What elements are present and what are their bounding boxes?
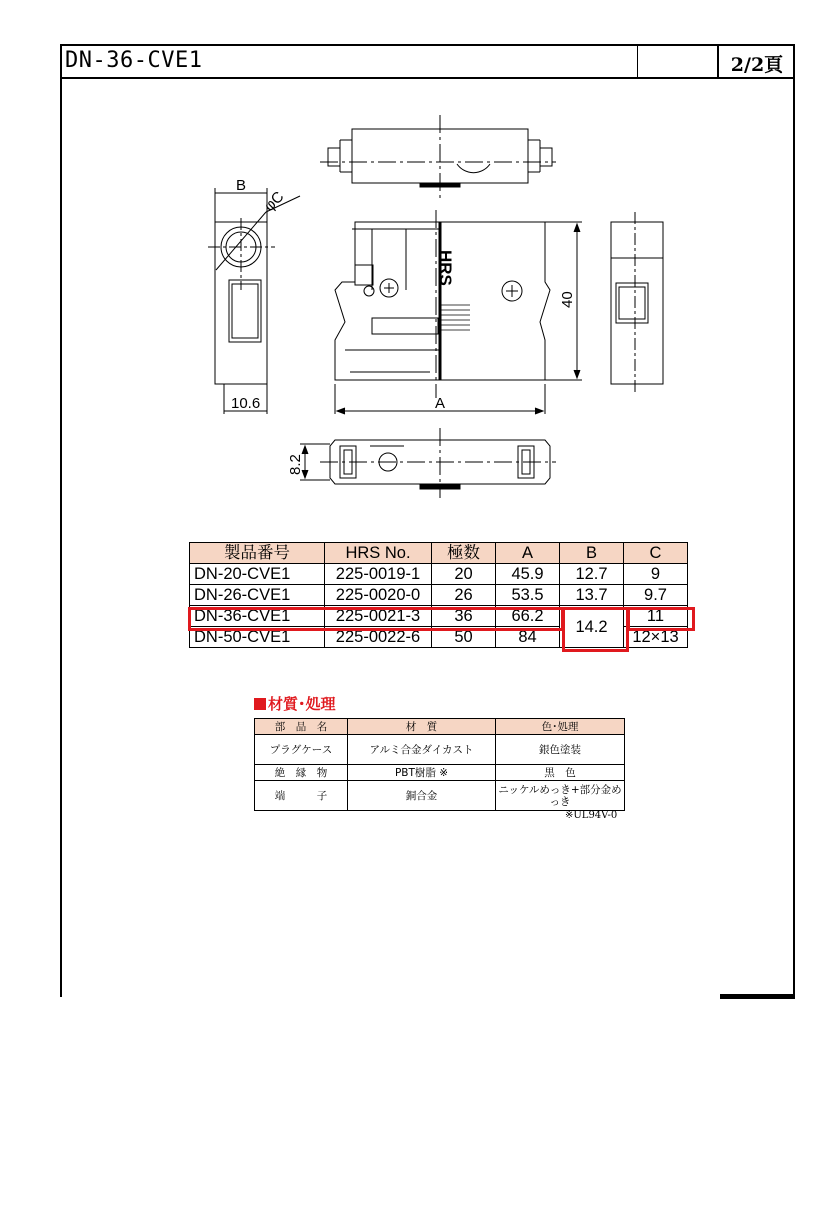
table-cell: アルミ合金ダイカスト (348, 735, 496, 765)
table-cell: 銀色塗装 (496, 735, 625, 765)
right-side-view (611, 212, 663, 392)
table-row (190, 564, 688, 585)
table-cell: 11 (624, 606, 688, 627)
heading-square-icon (254, 698, 266, 710)
table-row (255, 781, 625, 811)
hrs-logo: HRS (436, 250, 455, 286)
table-cell: DN-36-CVE1 (190, 606, 325, 627)
table-cell: DN-26-CVE1 (190, 585, 325, 606)
table-cell: 端 子 (255, 781, 348, 811)
table-cell: ニッケルめっき+部分金めっき (496, 781, 625, 811)
highlight-row-dn36 (188, 607, 564, 631)
table-cell: 黒 色 (496, 765, 625, 781)
materials-note: ※UL94V-0 (565, 810, 618, 821)
materials-table (254, 718, 625, 811)
table-cell: 225-0022-6 (325, 627, 432, 648)
top-view (320, 115, 556, 198)
table-cell: 225-0019-1 (325, 564, 432, 585)
col-header: 製品番号 (190, 543, 325, 564)
table-row (190, 585, 688, 606)
table-cell: 225-0021-3 (325, 606, 432, 627)
dim-40-label: 40 (559, 291, 576, 308)
col-header: C (624, 543, 688, 564)
table-cell: 13.7 (560, 585, 624, 606)
highlight-cell-c (627, 607, 695, 631)
col-header: 部 品 名 (255, 719, 348, 735)
col-header: 極数 (432, 543, 496, 564)
table-cell: 36 (432, 606, 496, 627)
col-header: HRS No. (325, 543, 432, 564)
dim-10_6-label: 10.6 (231, 395, 261, 412)
highlight-cell-b (562, 607, 629, 652)
table-cell: 銅合金 (348, 781, 496, 811)
table-header-row (255, 719, 625, 735)
table-cell: 26 (432, 585, 496, 606)
materials-heading (254, 693, 336, 714)
document-title: DN-36-CVE1 (65, 48, 203, 73)
table-row (255, 735, 625, 765)
page-number: 2/2頁 (730, 54, 784, 76)
col-header: A (496, 543, 560, 564)
table-cell: 225-0020-0 (325, 585, 432, 606)
col-header: B (560, 543, 624, 564)
dim-8_2-label: 8.2 (287, 454, 304, 475)
col-header: 色･処理 (496, 719, 625, 735)
table-cell: DN-50-CVE1 (190, 627, 325, 648)
table-cell: 20 (432, 564, 496, 585)
front-view (335, 210, 582, 414)
table-cell: 12×13 (624, 627, 688, 648)
table-cell: 12.7 (560, 564, 624, 585)
table-cell: PBT樹脂 ※ (348, 765, 496, 781)
table-cell: 9 (624, 564, 688, 585)
table-row (255, 765, 625, 781)
table-cell: DN-20-CVE1 (190, 564, 325, 585)
dim-phiC-label: φC (260, 188, 288, 215)
table-cell: 14.2 (560, 606, 624, 648)
bottom-view (300, 428, 556, 498)
table-cell: 45.9 (496, 564, 560, 585)
table-cell: 50 (432, 627, 496, 648)
left-side-view (208, 188, 300, 414)
materials-heading-text: 材質･処理 (268, 696, 336, 713)
table-cell: 絶 縁 物 (255, 765, 348, 781)
table-cell: プラグケース (255, 735, 348, 765)
table-cell: 9.7 (624, 585, 688, 606)
dim-B-label: B (236, 177, 247, 194)
dim-A-label: A (435, 395, 446, 412)
table-cell: 84 (496, 627, 560, 648)
table-header-row (190, 543, 688, 564)
table-cell: 66.2 (496, 606, 560, 627)
table-cell: 53.5 (496, 585, 560, 606)
col-header: 材 質 (348, 719, 496, 735)
